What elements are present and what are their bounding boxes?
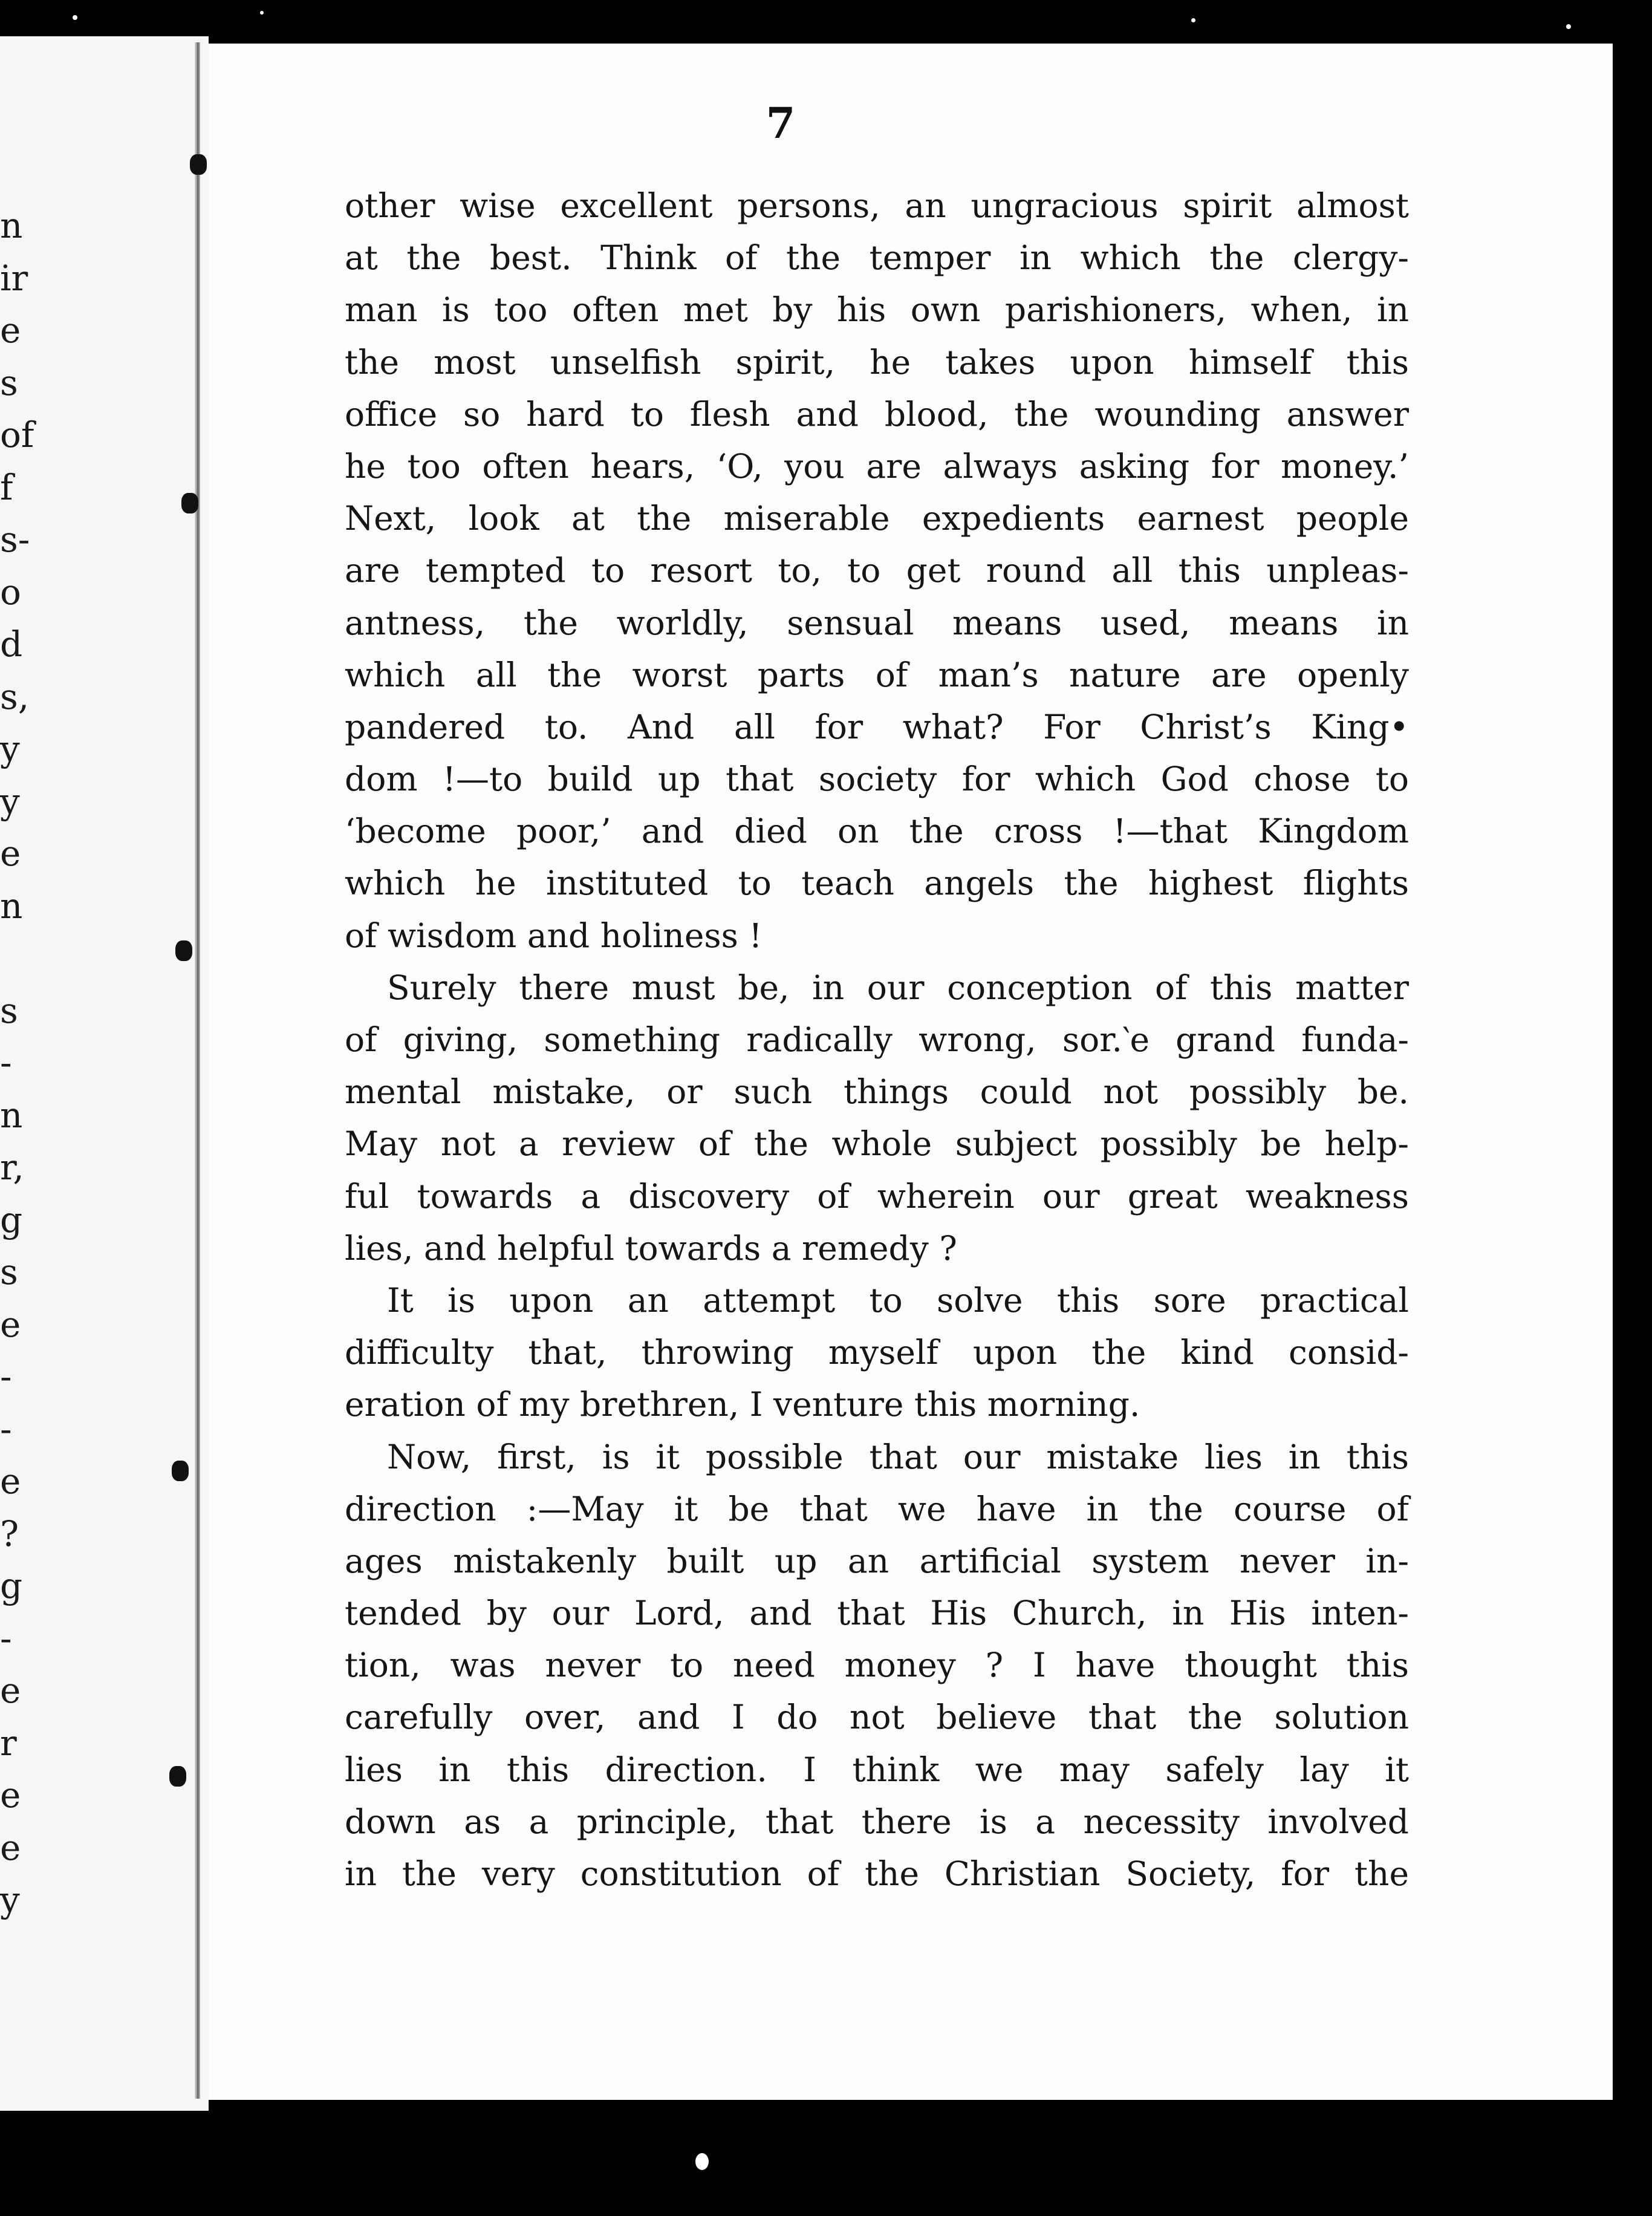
left-fragment: e: [0, 1774, 21, 1816]
left-fragment: s-: [0, 519, 30, 560]
text-line: ful towards a discovery of wherein our great weakness: [345, 1176, 1409, 1216]
text-line: It is upon an attempt to solve this sore practical: [387, 1280, 1409, 1320]
text-line: tended by our Lord, and that His Church, in His inten-: [345, 1594, 1409, 1633]
left-fragment: g: [0, 1199, 23, 1240]
text-line: which all the worst parts of man’s nature are openly: [345, 655, 1409, 694]
text-line: down as a principle, that there is a necessity involved: [345, 1802, 1409, 1841]
left-facing-page: [0, 36, 209, 2111]
left-fragment: e: [0, 1303, 21, 1345]
dust-speck: [1191, 18, 1195, 22]
dust-speck: [695, 2153, 709, 2170]
left-fragment: -: [0, 1356, 12, 1397]
left-fragment: s: [0, 989, 18, 1031]
text-line: of giving, something radically wrong, sor.‵e grand funda-: [345, 1020, 1409, 1059]
left-fragment: d: [0, 624, 23, 665]
text-line: lies, and helpful towards a remedy ?: [345, 1228, 957, 1268]
text-line: he too often hears, ‘O, you are always asking for money.’: [345, 446, 1409, 486]
binding-stitch-mark: [169, 1766, 186, 1787]
body-text: [345, 180, 1409, 1900]
left-fragment: y: [0, 728, 20, 769]
text-line: Surely there must be, in our conception of this matter: [387, 968, 1409, 1007]
left-fragment: -: [0, 1408, 12, 1450]
text-line: eration of my brethren, I venture this morning.: [345, 1385, 1140, 1424]
left-fragment: ?: [0, 1513, 19, 1554]
text-line: difficulty that, throwing myself upon the kind consid-: [345, 1333, 1409, 1372]
dust-speck: [73, 15, 77, 20]
left-fragment: s: [0, 1251, 18, 1292]
left-fragment: r,: [0, 1147, 24, 1188]
text-line: antness, the worldly, sensual means used, means in: [345, 603, 1409, 642]
binding-stitch-mark: [181, 493, 198, 513]
text-line: in the very constitution of the Christian Society, for the: [345, 1854, 1409, 1893]
text-line: Now, first, is it possible that our mistake lies in this: [387, 1437, 1409, 1476]
left-fragment: e: [0, 833, 21, 874]
text-line: carefully over, and I do not believe that the solution: [345, 1698, 1409, 1737]
left-fragment: g: [0, 1565, 23, 1606]
left-fragment: y: [0, 1879, 20, 1920]
text-line: ages mistakenly built up an artificial system never in-: [345, 1541, 1409, 1580]
binding-stitch-mark: [190, 154, 207, 175]
dust-speck: [1566, 24, 1571, 29]
left-fragment: f: [0, 466, 13, 508]
text-line: ‘become poor,’ and died on the cross !—that Kingdom: [345, 812, 1409, 851]
binding-stitch-mark: [172, 1461, 189, 1481]
book-gutter: [195, 42, 200, 2099]
text-line: the most unselfish spirit, he takes upon himself this: [345, 342, 1409, 382]
left-fragment: n: [0, 1094, 23, 1136]
dust-speck: [260, 11, 264, 15]
left-fragment: e: [0, 310, 21, 351]
text-line: tion, was never to need money ? I have thought this: [345, 1646, 1409, 1685]
left-fragment: of: [0, 414, 34, 455]
text-line: May not a review of the whole subject possibly be help-: [345, 1124, 1409, 1164]
left-fragment: ir: [0, 257, 28, 299]
left-fragment: o: [0, 571, 21, 613]
text-line: office so hard to flesh and blood, the wounding answer: [345, 394, 1409, 434]
left-fragment: r: [0, 1722, 17, 1764]
page-number: 7: [766, 98, 796, 148]
text-line: direction :—May it be that we have in the course of: [345, 1489, 1409, 1528]
text-line: at the best. Think of the temper in which the clergy-: [345, 238, 1409, 278]
text-line: pandered to. And all for what? For Christ’s King•: [345, 707, 1409, 746]
left-fragment: n: [0, 205, 23, 246]
text-line: dom !—to build up that society for which God chose to: [345, 760, 1409, 799]
left-fragment: s: [0, 362, 18, 403]
left-fragment: e: [0, 1670, 21, 1711]
text-line: mental mistake, or such things could not possibly be.: [345, 1072, 1409, 1112]
binding-stitch-mark: [175, 940, 192, 961]
text-line: other wise excellent persons, an ungracious spirit almost: [345, 186, 1409, 225]
left-fragment: y: [0, 780, 20, 822]
left-fragment: n: [0, 885, 23, 927]
left-fragment: e: [0, 1827, 21, 1868]
text-line: man is too often met by his own parishioners, when, in: [345, 290, 1409, 330]
text-line: which he instituted to teach angels the highest flights: [345, 864, 1409, 903]
left-fragment: -: [0, 1617, 12, 1659]
text-line: Next, look at the miserable expedients earnest people: [345, 499, 1409, 538]
left-page-cut-off-text: [0, 200, 36, 1926]
right-page: [209, 44, 1613, 2100]
text-line: of wisdom and holiness !: [345, 916, 763, 955]
left-fragment: -: [0, 1042, 12, 1083]
left-fragment: e: [0, 1461, 21, 1502]
text-line: are tempted to resort to, to get round all this unpleas-: [345, 551, 1409, 590]
text-line: lies in this direction. I think we may safely lay it: [345, 1750, 1409, 1789]
left-fragment: [0, 932, 36, 985]
left-fragment: s,: [0, 676, 30, 717]
